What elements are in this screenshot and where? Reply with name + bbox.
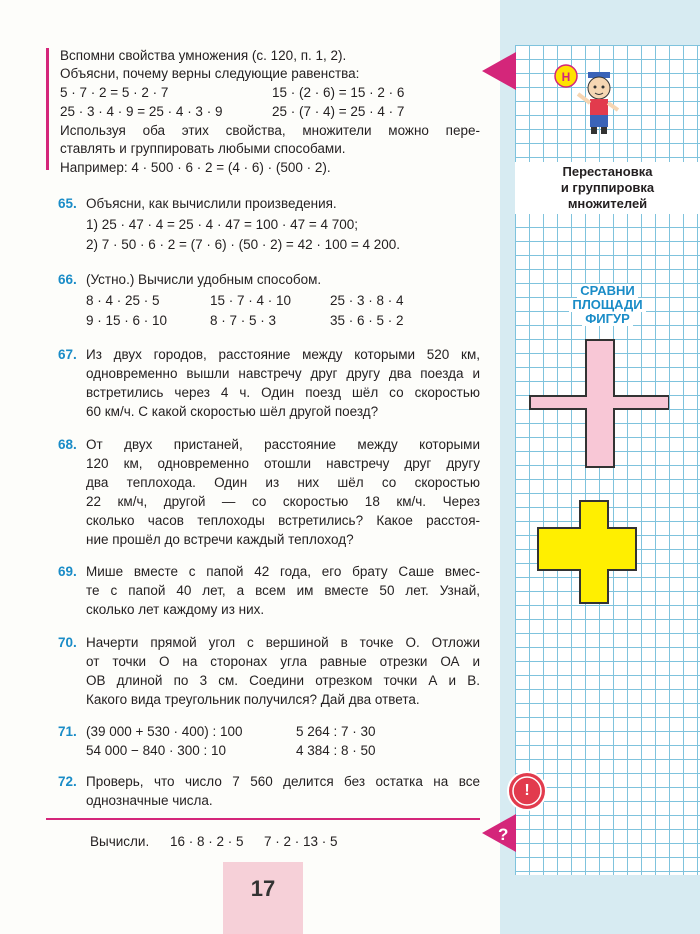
ex71-expr: 5 264 : 7 · 30 <box>296 724 376 739</box>
ex71-expr: (39 000 + 530 · 400) : 100 <box>86 724 243 739</box>
intro-eq-1b: 15 · (2 · 6) = 15 · 2 · 6 <box>272 85 405 100</box>
exercise-number: 68. <box>58 437 77 452</box>
ex66-expr: 8 · 7 · 5 · 3 <box>210 313 277 328</box>
exercise-number: 72. <box>58 774 77 789</box>
ex65-item-2: 2) 7 · 50 · 6 · 2 = (7 · 6) · (50 · 2) = 42 · 100 = 4 200. <box>86 237 401 252</box>
ex68-line: ние прошёл до встречи каждый теплоход? <box>86 532 354 547</box>
ex66-expr: 35 · 6 · 5 · 2 <box>330 313 404 328</box>
intro-eq-1a: 5 · 7 · 2 = 5 · 2 · 7 <box>60 85 169 100</box>
question-mark-icon: ? <box>498 825 509 844</box>
ex67-line: встретились через 4 ч. Один поезд шёл со скоростью <box>86 385 480 400</box>
intro-line-5: Используя оба этих свойства, множители можно пере- <box>60 123 480 138</box>
ex65-item-1: 1) 25 · 47 · 4 = 25 · 4 · 47 = 100 · 47 = 4 700; <box>86 217 359 232</box>
compare-heading-line: ФИГУР <box>582 312 633 326</box>
ex70-line: ОВ длиной по 3 см. Соедини отрезком точки А и В. <box>86 673 480 688</box>
ex70-line: Какого вида треугольник получился? Дай два ответа. <box>86 692 420 707</box>
exercise-number: 71. <box>58 724 77 739</box>
yellow-shape <box>536 500 640 605</box>
sidebar-badge: Н <box>561 70 571 84</box>
bottom-rule <box>46 818 480 820</box>
ex66-expr: 25 · 3 · 8 · 4 <box>330 293 404 308</box>
compare-heading-line: ПЛОЩАДИ <box>569 298 645 312</box>
exercise-number: 69. <box>58 564 77 579</box>
pointer-arrow-icon <box>482 52 516 90</box>
sidebar-topic-line: множителей <box>567 196 648 211</box>
ex70-line: Начерти прямой угол с вершиной в точке О. Отложи <box>86 635 480 650</box>
intro-line-2: Объясни, почему верны следующие равенства: <box>60 66 360 81</box>
intro-line-6: ставлять и группировать любыми способами. <box>60 141 346 156</box>
ex67-line: 60 км/ч. С какой скоростью шёл другой поезд? <box>86 404 379 419</box>
ex70-line: от точки О на сторонах угла равные отрезки ОА и <box>86 654 480 669</box>
ex66-expr: 8 · 4 · 25 · 5 <box>86 293 160 308</box>
ex66-expr: 15 · 7 · 4 · 10 <box>210 293 292 308</box>
exercise-number: 70. <box>58 635 77 650</box>
ex71-expr: 4 384 : 8 · 50 <box>296 743 376 758</box>
compare-heading <box>515 284 700 326</box>
exercise-number: 65. <box>58 196 77 211</box>
intro-eq-2b: 25 · (7 · 4) = 25 · 4 · 7 <box>272 104 405 119</box>
intro-line-1: Вспомни свойства умножения (с. 120, п. 1, 2). <box>60 48 347 63</box>
intro-eq-2a: 25 · 3 · 4 · 9 = 25 · 4 · 3 · 9 <box>60 104 223 119</box>
page-number: 17 <box>250 876 276 901</box>
ex72-line-1: Проверь, что число 7 560 делится без остатка на все <box>86 774 480 789</box>
compare-heading-line: СРАВНИ <box>577 284 637 298</box>
exercise-number: 67. <box>58 347 77 362</box>
bottom-label: Вычисли. <box>90 834 150 849</box>
intro-line-7: Например: 4 · 500 · 6 · 2 = (4 · 6) · (500 · 2). <box>60 160 331 175</box>
ex69-line: те с папой 40 лет, а всем им вместе 50 лет. Узнай, <box>86 583 480 598</box>
page-number-tab <box>223 862 303 934</box>
ex68-line: От двух пристаней, расстояние между которыми <box>86 437 480 452</box>
pink-cross-shape <box>529 339 669 469</box>
sidebar-topic-line: Перестановка <box>562 164 653 179</box>
exclamation-mark: ! <box>524 782 530 799</box>
ex66-expr: 9 · 15 · 6 · 10 <box>86 313 168 328</box>
bottom-expr: 7 · 2 · 13 · 5 <box>264 834 338 849</box>
ex69-line: сколько лет каждому из них. <box>86 602 265 617</box>
ex68-line: 120 км, одновременно отошли навстречу друг другу <box>86 456 480 471</box>
sidebar-topic <box>515 162 700 214</box>
ex69-line: Мише вместе с папой 42 года, его брату Саше вмес- <box>86 564 480 579</box>
ex66-text: (Устно.) Вычисли удобным способом. <box>86 272 322 287</box>
ex68-line: два теплохода. Один из них шёл со скоростью <box>86 475 480 490</box>
intro-marker-bar <box>46 48 49 170</box>
sidebar-topic-line: и группировка <box>560 180 655 195</box>
ex72-line-2: однозначные числа. <box>86 793 213 808</box>
exercise-number: 66. <box>58 272 77 287</box>
ex67-line: Из двух городов, расстояние между которыми 520 км, <box>86 347 480 362</box>
ex67-line: одновременно вышли навстречу друг другу два поезда и <box>86 366 480 381</box>
ex68-line: сколько часов теплоходы встретились? Какое расстоя- <box>86 513 480 528</box>
ex71-expr: 54 000 − 840 · 300 : 10 <box>86 743 226 758</box>
bottom-expr: 16 · 8 · 2 · 5 <box>170 834 244 849</box>
ex68-line: 22 км/ч, другой — со скоростью 18 км/ч. Через <box>86 494 480 509</box>
ex65-text: Объясни, как вычислили произведения. <box>86 196 337 211</box>
